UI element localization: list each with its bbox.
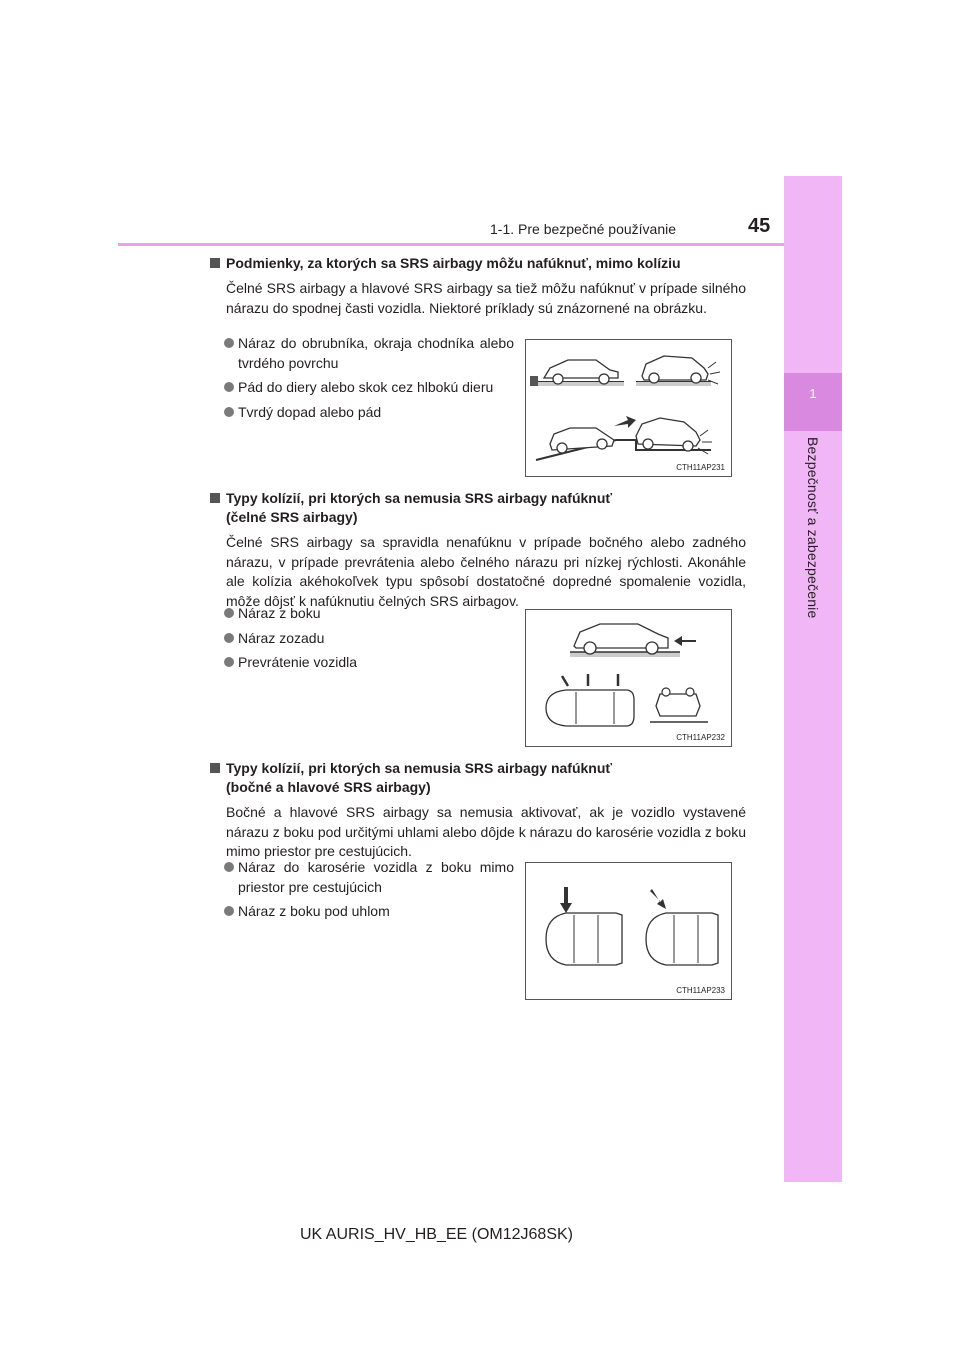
list-item: Náraz zozadu: [224, 629, 514, 649]
illustration-side-rear-rollover: [525, 609, 732, 747]
circle-bullet-icon: [224, 633, 234, 643]
car-side-impact-illustration: [526, 863, 731, 999]
chapter-side-tab: [784, 176, 842, 1182]
section-misc-deployment: [210, 254, 746, 318]
list-item: Pád do diery alebo skok cez hlbokú dieru: [224, 378, 514, 398]
circle-bullet-icon: [224, 338, 234, 348]
list-item: Prevrátenie vozidla: [224, 653, 514, 673]
section-side-curtain-non-deploy: [210, 759, 746, 862]
circle-bullet-icon: [224, 906, 234, 916]
section-frontal-non-deploy: [210, 489, 746, 611]
car-underbody-impact-illustration: [526, 340, 731, 476]
circle-bullet-icon: [224, 657, 234, 667]
chapter-side-tab-marker: [784, 373, 842, 431]
square-bullet-icon: [210, 763, 220, 773]
square-bullet-icon: [210, 258, 220, 268]
model-code-footer: UK AURIS_HV_HB_EE (OM12J68SK): [300, 1226, 573, 1243]
circle-bullet-icon: [224, 382, 234, 392]
bullet-list-1: [224, 334, 514, 427]
section-body: Bočné a hlavové SRS airbagy sa nemusia aktivovať, ak je vozidlo vystavené nárazu z boku pod určitými uhlami alebo dôjde k nárazu do karosérie vozidla z boku mimo priestor pre cestujúcich.: [226, 804, 746, 859]
list-item: Tvrdý dopad alebo pád: [224, 403, 514, 423]
section-title: Typy kolízií, pri ktorých sa nemusia SRS airbagy nafúknuť (bočné a hlavové SRS airbagy): [210, 759, 746, 797]
circle-bullet-icon: [224, 608, 234, 618]
figure-code: CTH11AP233: [676, 986, 725, 995]
square-bullet-icon: [210, 493, 220, 503]
bullet-list-3: [224, 858, 514, 927]
section-body: Čelné SRS airbagy a hlavové SRS airbagy sa tiež môžu nafúknuť v prípade silného nárazu do spodnej časti vozidla. Niektoré príklady sú znázornené na obrázku.: [226, 280, 746, 316]
list-item: Náraz z boku: [224, 604, 514, 624]
circle-bullet-icon: [224, 862, 234, 872]
header-divider: [118, 243, 842, 246]
chapter-label: Bezpečnosť a zabezpečenie: [805, 437, 821, 619]
illustration-side-angle-impact: [525, 862, 732, 1000]
list-item: Náraz do karosérie vozidla z boku mimo priestor pre cestujúcich: [224, 858, 514, 897]
chapter-title: 1-1. Pre bezpečné používanie: [490, 221, 677, 237]
section-body: Čelné SRS airbagy sa spravidla nenafúknu v prípade bočného alebo zadného nárazu, v prípade prevrátenia alebo čelného nárazu pri nízkej rýchlosti. Akonáhle ale kolízia akéhokoľvek typu spôsobí dostatočné dopredné spomalenie vozidla, môže dôjsť k nafúknutiu čelných SRS airbagov.: [226, 534, 746, 609]
page-number: 45: [748, 215, 771, 237]
car-collision-types-illustration: [526, 610, 731, 746]
section-title: Typy kolízií, pri ktorých sa nemusia SRS airbagy nafúknuť (čelné SRS airbagy): [210, 489, 746, 527]
circle-bullet-icon: [224, 407, 234, 417]
illustration-curb-impact: [525, 339, 732, 477]
figure-code: CTH11AP232: [676, 733, 725, 742]
figure-code: CTH11AP231: [676, 463, 725, 472]
section-title: Podmienky, za ktorých sa SRS airbagy môžu nafúknuť, mimo kolíziu: [210, 254, 746, 273]
chapter-number: 1: [809, 386, 817, 401]
list-item: Náraz z boku pod uhlom: [224, 902, 514, 922]
bullet-list-2: [224, 604, 514, 678]
list-item: Náraz do obrubníka, okraja chodníka alebo tvrdého povrchu: [224, 334, 514, 373]
